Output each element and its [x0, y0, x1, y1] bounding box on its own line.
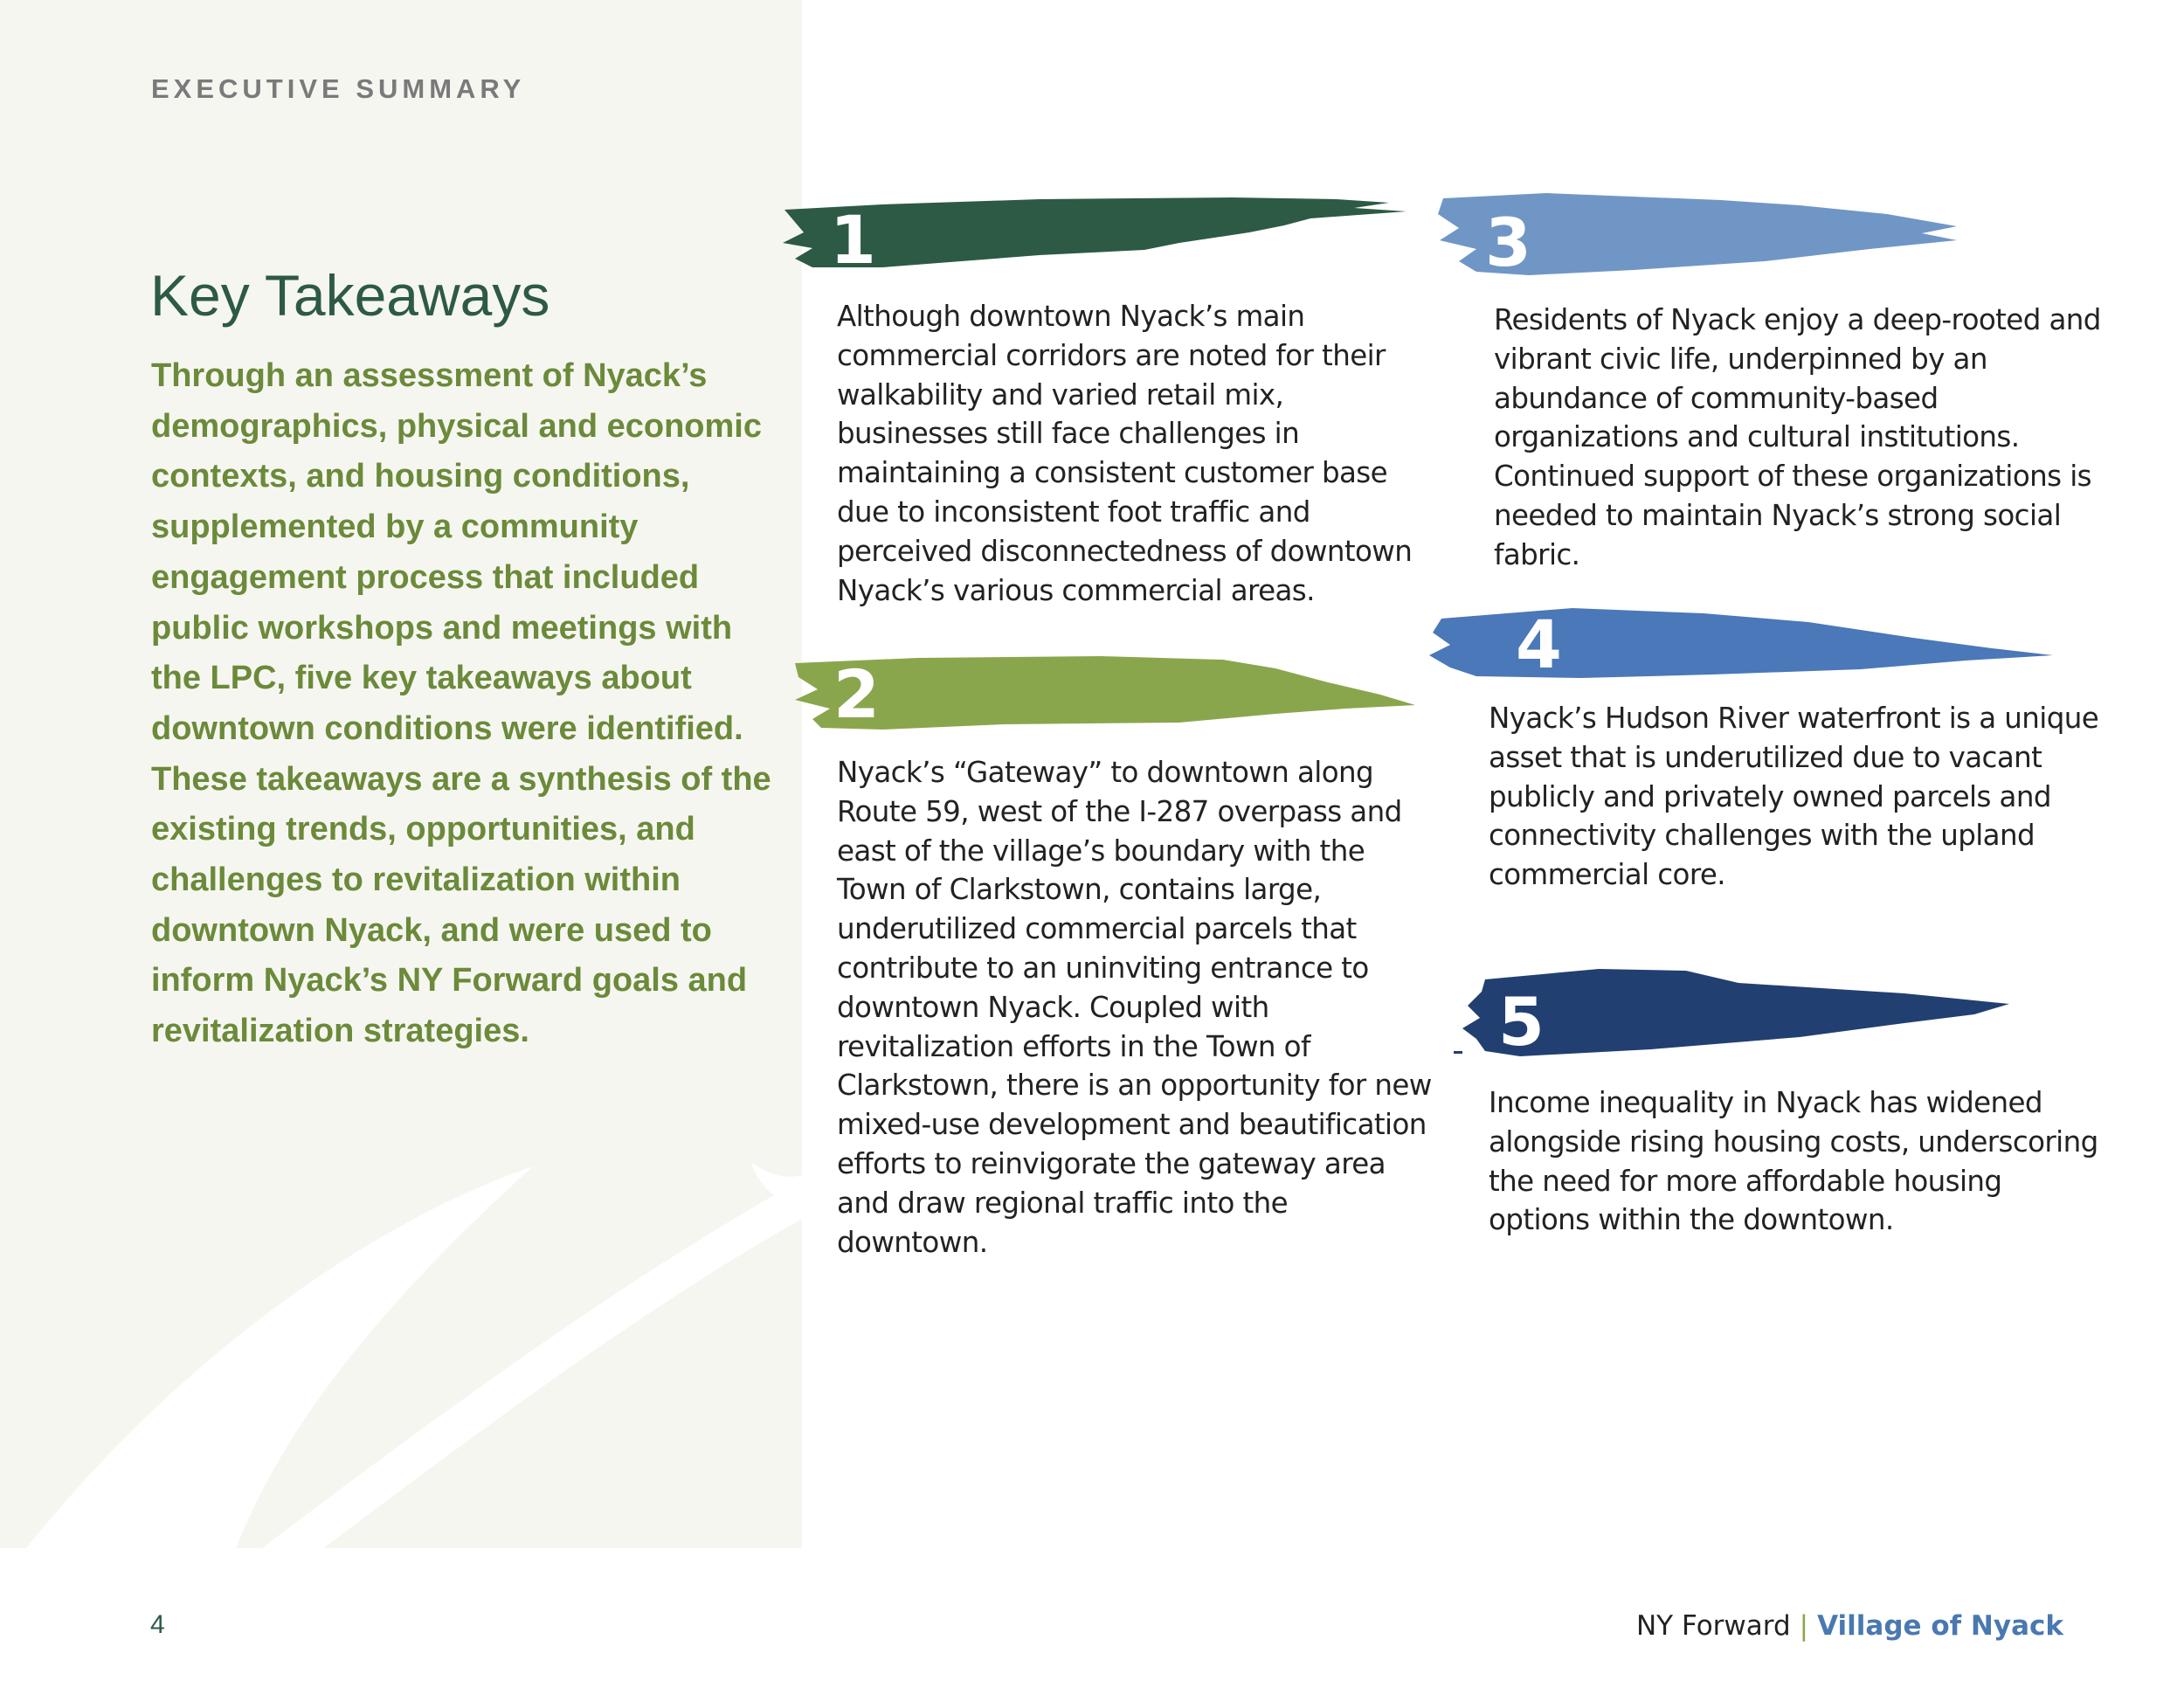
footer-separator: |: [1799, 1610, 1809, 1642]
section-label: EXECUTIVE SUMMARY: [151, 73, 526, 104]
publication-name: NY Forward: [1635, 1610, 1791, 1642]
footer-publication: [1636, 1610, 2063, 1642]
takeaway-3-text: Residents of Nyack enjoy a deep-rooted and vibrant civic life, underpinned by an abundance of community-based organizations and cultural institutions. Continued support of these organizations is needed to maintain Nyack’s strong social fabric.: [1494, 303, 2101, 571]
village-name: Village of Nyack: [1817, 1610, 2063, 1642]
page-title: Key Takeaways: [150, 263, 550, 328]
intro-paragraph: Through an assessment of Nyack’s demographics, physical and economic contexts, and housing conditions, supplemented by a community engagement process that included public workshops and meetings with the LPC, five key takeaways about downtown conditions were identified. These takeaways are a synthesis of the existing trends, opportunities, and challenges to revitalization within downtown Nyack, and were used to inform Nyack’s NY Forward goals and revitalization strategies.: [151, 357, 771, 1050]
takeaway-2-text: Nyack’s “Gateway” to downtown along Route 59, west of the I-287 overpass and east of the village’s boundary with the Town of Clarkstown, contains large, underutilized commercial parcels that contribute to an uninviting entrance to downtown Nyack. Coupled with revitalization efforts in the Town of Clarkstown, there is an opportunity for new mixed-use development and beautification efforts to reinvigorate the gateway area and draw regional traffic into the downtown.: [837, 756, 1432, 1259]
takeaway-3-number: 3: [1485, 204, 1531, 281]
takeaway-1-brush: [778, 194, 1459, 281]
takeaway-4-number: 4: [1516, 605, 1562, 683]
takeaway-2-number: 2: [833, 655, 880, 733]
takeaway-4-text: Nyack’s Hudson River waterfront is a unique asset that is underutilized due to vacant publicly and privately owned parcels and connectivity challenges with the upland commercial core.: [1489, 702, 2099, 892]
takeaway-5-text: Income inequality in Nyack has widened alongside rising housing costs, underscoring the need for more affordable housing options within the downtown.: [1489, 1086, 2098, 1237]
takeaway-1-text: Although downtown Nyack’s main commercial corridors are noted for their walkability and varied retail mix, businesses still face challenges in maintaining a consistent customer base due to inconsistent foot traffic and perceived disconnectedness of downtown Nyack’s various commercial areas.: [837, 300, 1413, 607]
takeaway-5-number: 5: [1498, 983, 1545, 1061]
takeaway-1-number: 1: [830, 201, 876, 279]
page-number: 4: [150, 1610, 165, 1639]
takeaway-2-brush: [786, 651, 1433, 738]
